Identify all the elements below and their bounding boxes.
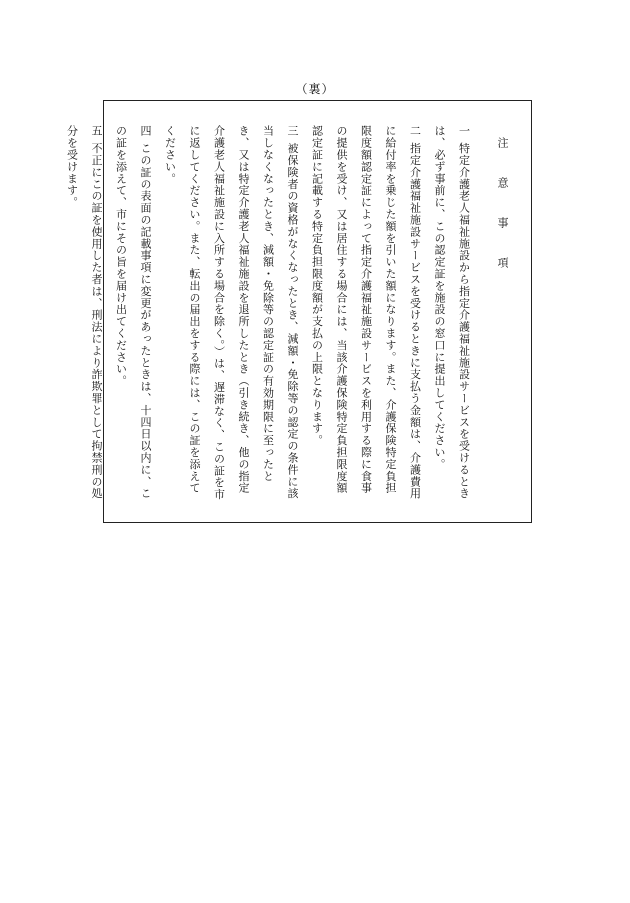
notice-item-text: 特定介護老人福祉施設から指定介護福祉施設サービスを受けるときは、必ず事前に、この認定証を施設の窓口に提出してください。 [433, 125, 471, 500]
notice-item-number: 五 [90, 125, 103, 137]
notice-item-5 [59, 125, 108, 505]
page-side-label: （裏） [295, 82, 335, 96]
notice-item-number: 一 [457, 125, 471, 137]
notice-item-number: 三 [286, 125, 299, 137]
notes-heading: 注 意 事 項 [496, 137, 509, 277]
notice-item-2 [304, 125, 427, 505]
notice-item-3 [157, 125, 304, 505]
notice-item-number: 二 [408, 125, 422, 137]
notice-item-text: 指定介護福祉施設サービスを受けるときに支払う金額は、介護費用に給付率を乗じた額を引いた額になります。また、介護保険特定負担限度額認定証によって指定介護福祉施設サービスを利用する際に食事の提供を受け、又は居住する場合には、当該介護保険特定負担限度額認定証に記載する特定負担限度額が支払の上限となります。 [310, 125, 422, 500]
notice-item-4 [108, 125, 157, 505]
notice-item-text: 不正にこの証を使用した者は、刑法により詐欺罪として拘禁刑の処分を受けます。 [65, 125, 103, 500]
notice-item-text: 被保険者の資格がなくなったとき、減額・免除等の認定の条件に該当しなくなったとき、減額・免除等の認定証の有効期限に至ったとき、又は特定介護老人福祉施設を退所したとき（引き続き、他の指定介護老人福祉施設に入所する場合を除く。）は、遅滞なく、この証を市に返してください。また、転出の届出をする際には、この証を添えてください。 [163, 125, 299, 501]
notice-item-number: 四 [139, 125, 152, 137]
notice-item-1 [427, 125, 476, 505]
notice-item-text: この証の表面の記載事項に変更があったときは、十四日以内に、この証を添えて、市にその旨を届け出てください。 [114, 125, 152, 500]
notice-text-column [59, 125, 514, 505]
notice-box [65, 100, 532, 523]
